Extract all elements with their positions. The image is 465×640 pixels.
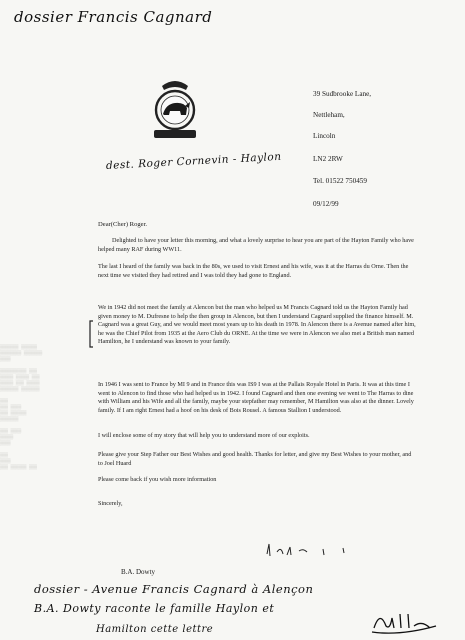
paragraph-2: The last I heard of the family was back in the 80s, we used to visit Ernest and his wife, was it at the Harras du Orne. Then the next time we visited they had retired and I was told they had gone to England.	[98, 263, 409, 279]
paragraph-6: Please give your Step Father our Best Wishes and good health. Thanks for letter, and give my Best Wishes to your mother, and to Joel Huard	[98, 451, 412, 467]
margin-bracket-icon	[88, 320, 94, 348]
handwritten-footer-line-2: B.A. Dowty raconte le famille Haylon et	[34, 602, 275, 615]
handwritten-addressee-note: dest. Roger Cornevin - Haylon	[105, 150, 282, 172]
paragraph-1: Delighted to have your letter this morning, and what a lovely surprise to hear you are part of the Hayton Family who have helped many RAF during WW11.	[98, 237, 414, 253]
handwritten-footer-line-1: dossier - Avenue Francis Cagnard à Alençon	[34, 582, 314, 596]
address-telephone: Tel. 01522 750459	[313, 177, 367, 185]
salutation: Dear(Cher) Roger.	[98, 221, 148, 228]
address-street: 39 Sudbrooke Lane,	[313, 90, 372, 98]
handwritten-signature-icon	[263, 540, 363, 562]
letter-date: 09/12/99	[313, 200, 339, 208]
address-postcode: LN2 2RW	[313, 155, 343, 163]
signer-name: B.A. Dowty	[121, 568, 156, 576]
handwritten-footer-line-3: Hamilton cette lettre	[96, 624, 214, 635]
address-town: Nettleham,	[313, 111, 345, 119]
paragraph-5: I will enclose some of my story that will help you to understand more of our exploits.	[98, 432, 310, 439]
raf-squadron-crest-icon	[148, 78, 202, 144]
paragraph-4: In 1946 I was sent to France by MI 9 and in France this was IS9 I was at the Pallais Royale Hotel in Paris. It was at this time I went to Alencon to find those who had helped us in 1942. I found Cagnard and then one evening we went to The Harras to dine with William and his Wife and all the family, maybe your stepfather may remember, M Hamilton was also at the dinner. Lovely family. If I am right Ernest had a hoof on his desk of Bois Rousel. A famous Stallion I understood.	[98, 381, 414, 414]
bleed-through-text: ▒▒▒▒▒▒▒ ▒▒▒▒▒▒ ▒▒▒▒▒▒▒▒ ▒▒▒▒▒▒▒ ▒▒▒▒ ▒▒▒▒▒▒▒▒▒▒ ▒▒▒ ▒▒▒▒▒ ▒▒▒▒▒ ▒▒▒ ▒▒▒▒▒ ▒▒▒ ▒▒▒▒▒ ▒▒▒▒▒▒▒ ▒▒▒▒▒▒▒ ▒▒▒ ▒▒▒ ▒▒▒▒ ▒▒▒ ▒▒▒▒▒▒ ▒▒▒▒▒▒▒ ▒▒▒ ▒▒▒▒ ▒▒▒▒▒ ▒▒▒▒ ▒▒▒ ▒▒▒▒ ▒▒▒ ▒▒▒▒▒▒ ▒▒▒	[0, 345, 43, 470]
paragraph-7: Please come back if you wish more information	[98, 476, 217, 483]
handwritten-header: dossier Francis Cagnard	[14, 8, 213, 26]
closing: Sincerely,	[98, 500, 123, 507]
paragraph-3: We in 1942 did not meet the family at Alencon but the man who helped us M Francis Cagnard told us the Hayton Family had given money to M. Dufresne to help the then group in Alencon, but then I understand Cagnard supplied the finance himself. M. Cagnard was a great Guy, and we would meet most years up to his death in 1978. In Alencon there is a Avenue named after him, he was the Chief Pilot from 1935 at the Aero Club du ORNE. At the time we were in Alencon we also met a British man named Hamilton, he I understand was known to your family.	[98, 304, 416, 346]
handwritten-initials-icon	[370, 606, 440, 634]
address-city: Lincoln	[313, 132, 336, 140]
